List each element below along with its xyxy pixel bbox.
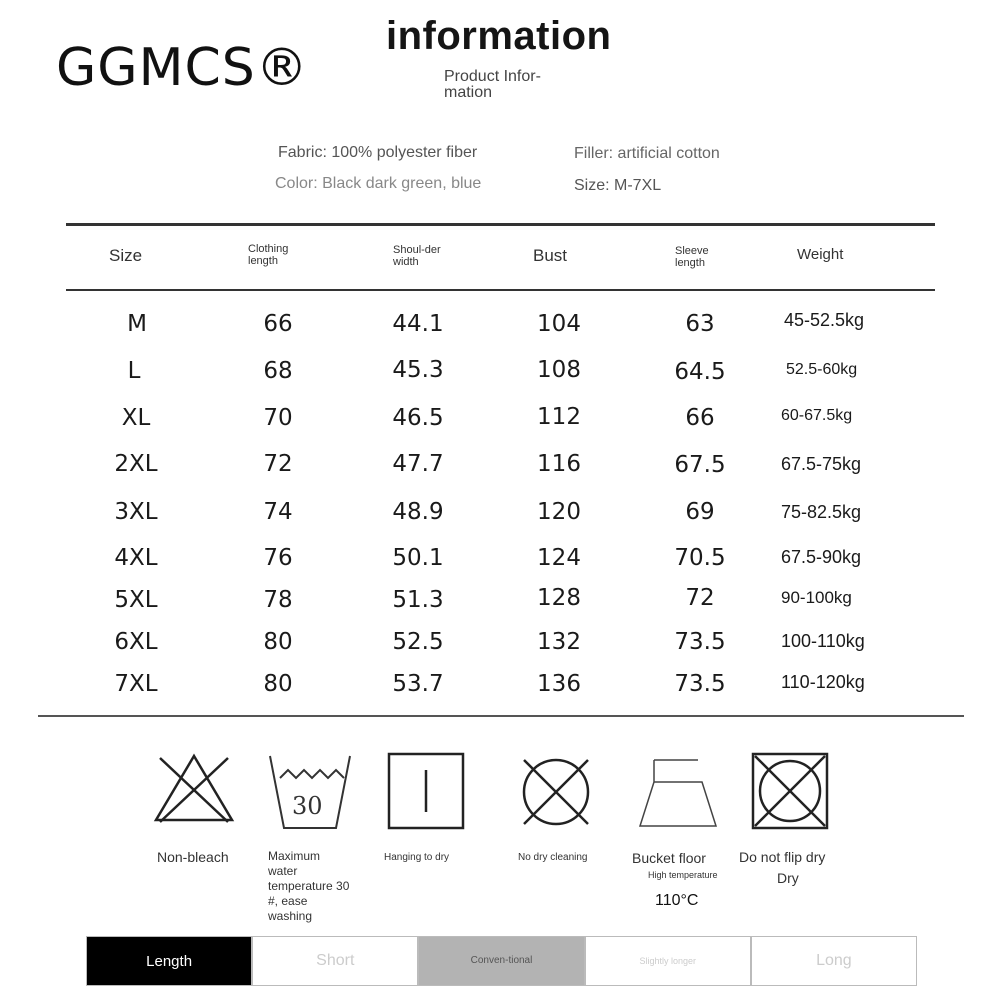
table-cell-bust: 128	[537, 585, 581, 611]
table-cell-weight: 100-110kg	[781, 631, 865, 651]
table-cell-size: L	[127, 358, 141, 384]
table-cell-sleeve: 73.5	[674, 671, 726, 697]
no-dry-clean-icon	[518, 754, 594, 835]
table-cell-shoulder: 46.5	[392, 405, 444, 431]
table-cell-sleeve: 70.5	[674, 545, 726, 571]
page-title: information	[386, 14, 612, 58]
table-cell-sleeve: 67.5	[674, 452, 726, 478]
table-cell-bust: 120	[537, 499, 581, 525]
header-bust: Bust	[533, 246, 568, 265]
length-scale-title: Length	[86, 936, 252, 986]
table-cell-sleeve: 63	[685, 311, 715, 337]
table-cell-bust: 116	[537, 451, 581, 477]
table-cell-sleeve: 69	[685, 499, 715, 525]
table-cell-weight: 90-100kg	[781, 588, 852, 607]
table-cell-sleeve: 73.5	[674, 629, 726, 655]
length-scale-long: Long	[751, 936, 917, 986]
table-cell-weight: 45-52.5kg	[784, 310, 865, 330]
table-cell-size: 3XL	[114, 499, 158, 525]
table-cell-length: 80	[263, 629, 293, 655]
no-flip-dry-label: Do not flip dry	[739, 849, 826, 865]
length-scale	[86, 936, 917, 986]
table-cell-shoulder: 51.3	[392, 587, 444, 613]
table-cell-length: 74	[263, 499, 293, 525]
table-cell-bust: 112	[537, 404, 581, 430]
table-bottom-divider	[38, 715, 964, 717]
table-cell-size: 4XL	[114, 545, 158, 571]
hanging-dry-icon	[387, 752, 465, 835]
table-top-divider	[66, 223, 935, 226]
table-cell-bust: 104	[537, 311, 581, 337]
bucket-floor-icon	[636, 756, 720, 833]
no-tumble-dry-icon	[751, 752, 829, 835]
wash-temp-label: 30	[292, 792, 323, 820]
table-cell-shoulder: 52.5	[392, 629, 444, 655]
table-cell-length: 68	[263, 358, 293, 384]
table-cell-sleeve: 64.5	[674, 359, 726, 385]
length-scale-short: Short	[252, 936, 418, 986]
table-cell-bust: 132	[537, 629, 581, 655]
filler-info: Filler: artificial cotton	[574, 145, 720, 162]
table-cell-weight: 75-82.5kg	[781, 502, 862, 522]
size-info: Size: M-7XL	[574, 177, 662, 194]
page-subtitle: Product Infor-mation	[444, 68, 541, 101]
table-cell-bust: 124	[537, 545, 581, 571]
table-cell-weight: 60-67.5kg	[781, 407, 853, 424]
table-cell-shoulder: 53.7	[392, 671, 444, 697]
table-cell-length: 70	[263, 405, 293, 431]
table-cell-size: 2XL	[114, 451, 158, 477]
brand-logo: GGMCS®	[56, 38, 309, 98]
non-bleach-icon	[152, 752, 236, 829]
table-cell-length: 76	[263, 545, 293, 571]
high-temp-label: High temperature	[648, 870, 718, 880]
table-cell-weight: 67.5-75kg	[781, 454, 862, 474]
no-dry-clean-label: No dry cleaning	[518, 852, 588, 863]
iron-temp-label: 110°C	[655, 892, 699, 909]
color-info: Color: Black dark green, blue	[275, 175, 482, 192]
header-sleeve-length: Sleeve length	[675, 245, 709, 269]
table-cell-sleeve: 66	[685, 405, 715, 431]
table-cell-shoulder: 48.9	[392, 499, 444, 525]
non-bleach-label: Non-bleach	[157, 849, 229, 865]
hanging-dry-label: Hanging to dry	[384, 852, 450, 863]
table-cell-shoulder: 45.3	[392, 357, 444, 383]
table-cell-length: 80	[263, 671, 293, 697]
length-scale-conventional: Conven-tional	[418, 936, 584, 986]
fabric-info: Fabric: 100% polyester fiber	[278, 144, 478, 161]
table-cell-weight: 110-120kg	[781, 672, 865, 692]
table-cell-length: 72	[263, 451, 293, 477]
length-scale-slightly-longer: Slightly longer	[585, 936, 751, 986]
table-cell-bust: 136	[537, 671, 581, 697]
table-cell-weight: 52.5-60kg	[786, 361, 858, 378]
header-shoulder-width: Shoul-der width	[393, 244, 441, 268]
table-cell-size: M	[127, 311, 147, 337]
max-water-temp-label: Maximum water temperature 30 #, ease washing	[268, 849, 350, 923]
header-weight: Weight	[797, 246, 844, 263]
header-clothing-length: Clothing length	[248, 243, 289, 267]
table-cell-shoulder: 44.1	[392, 311, 444, 337]
table-cell-sleeve: 72	[685, 585, 715, 611]
table-cell-size: 7XL	[114, 671, 158, 697]
table-cell-size: 5XL	[114, 587, 158, 613]
table-cell-shoulder: 50.1	[392, 545, 444, 571]
table-cell-bust: 108	[537, 357, 581, 383]
table-cell-length: 78	[263, 587, 293, 613]
header-size: Size	[109, 246, 143, 265]
table-cell-size: XL	[121, 405, 151, 431]
bucket-floor-label: Bucket floor	[632, 850, 706, 866]
dry-label: Dry	[777, 870, 799, 886]
wash-30-icon	[266, 752, 354, 837]
table-cell-length: 66	[263, 311, 293, 337]
table-cell-shoulder: 47.7	[392, 451, 444, 477]
table-cell-weight: 67.5-90kg	[781, 547, 862, 567]
table-header-divider	[66, 289, 935, 291]
table-cell-size: 6XL	[114, 629, 158, 655]
